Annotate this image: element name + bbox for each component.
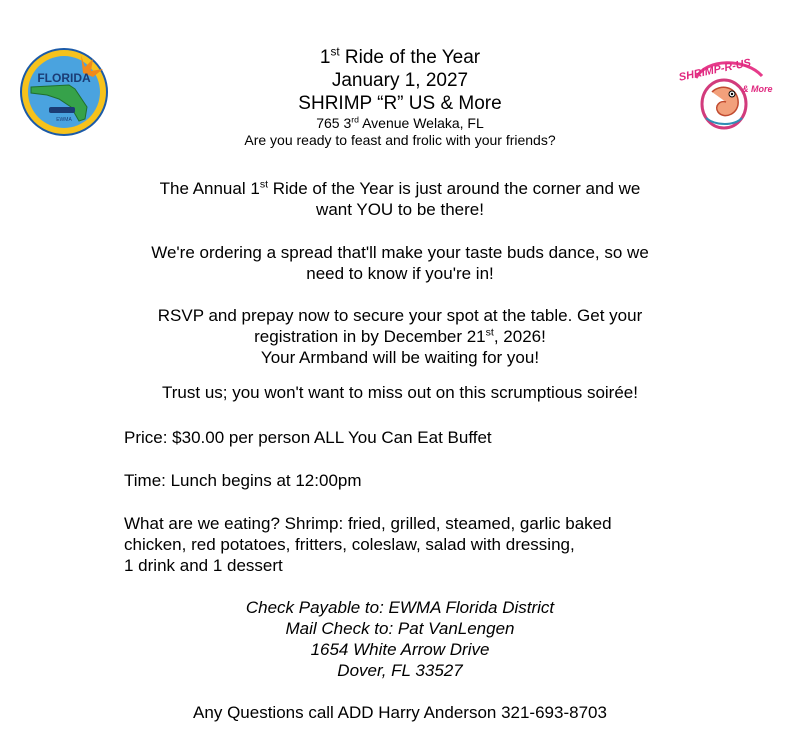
event-venue: SHRIMP “R” US & More — [298, 93, 502, 114]
price-line: Price: $30.00 per person ALL You Can Eat Buffet — [124, 428, 492, 447]
event-address: 765 3rd Avenue Welaka, FL — [316, 114, 484, 131]
event-title: 1st Ride of the Year — [319, 45, 481, 68]
intro-paragraph: The Annual 1st Ride of the Year is just around the corner and we want YOU to be there! — [159, 178, 641, 219]
time-line: Time: Lunch begins at 12:00pm — [124, 471, 362, 490]
payment-info — [0, 597, 800, 681]
event-header — [0, 46, 800, 149]
svg-text:EWMA: EWMA — [56, 117, 72, 123]
menu-description: What are we eating? Shrimp: fried, grilled, steamed, garlic baked chicken, red potatoes, fritters, coleslaw, salad with dressing, 1 drink and 1 dessert — [124, 514, 612, 575]
ordering-paragraph: We're ordering a spread that'll make your taste buds dance, so we need to know if you're in! — [151, 243, 649, 283]
event-date: January 1, 2027 — [331, 70, 469, 91]
contact-line: Any Questions call ADD Harry Anderson 321-693-8703 — [193, 703, 607, 722]
shrimp-logo-text: SHRIMP-R-US — [677, 56, 753, 84]
payment-street: 1654 White Arrow Drive — [310, 640, 490, 659]
payment-mail-to: Mail Check to: Pat VanLengen — [285, 619, 515, 638]
event-tagline: Are you ready to feast and frolic with your friends? — [244, 132, 556, 148]
payment-city: Dover, FL 33527 — [337, 661, 463, 680]
rsvp-paragraph: RSVP and prepay now to secure your spot at the table. Get your registration in by December 21st, 2026! Your Armband will be waiting for you! — [157, 306, 643, 367]
trust-paragraph: Trust us; you won't want to miss out on this scrumptious soirée! — [162, 383, 638, 402]
payment-payable: Check Payable to: EWMA Florida District — [245, 598, 555, 617]
florida-logo-text: FLORIDA — [37, 71, 91, 85]
shrimp-logo-subtext: & More — [742, 84, 773, 94]
